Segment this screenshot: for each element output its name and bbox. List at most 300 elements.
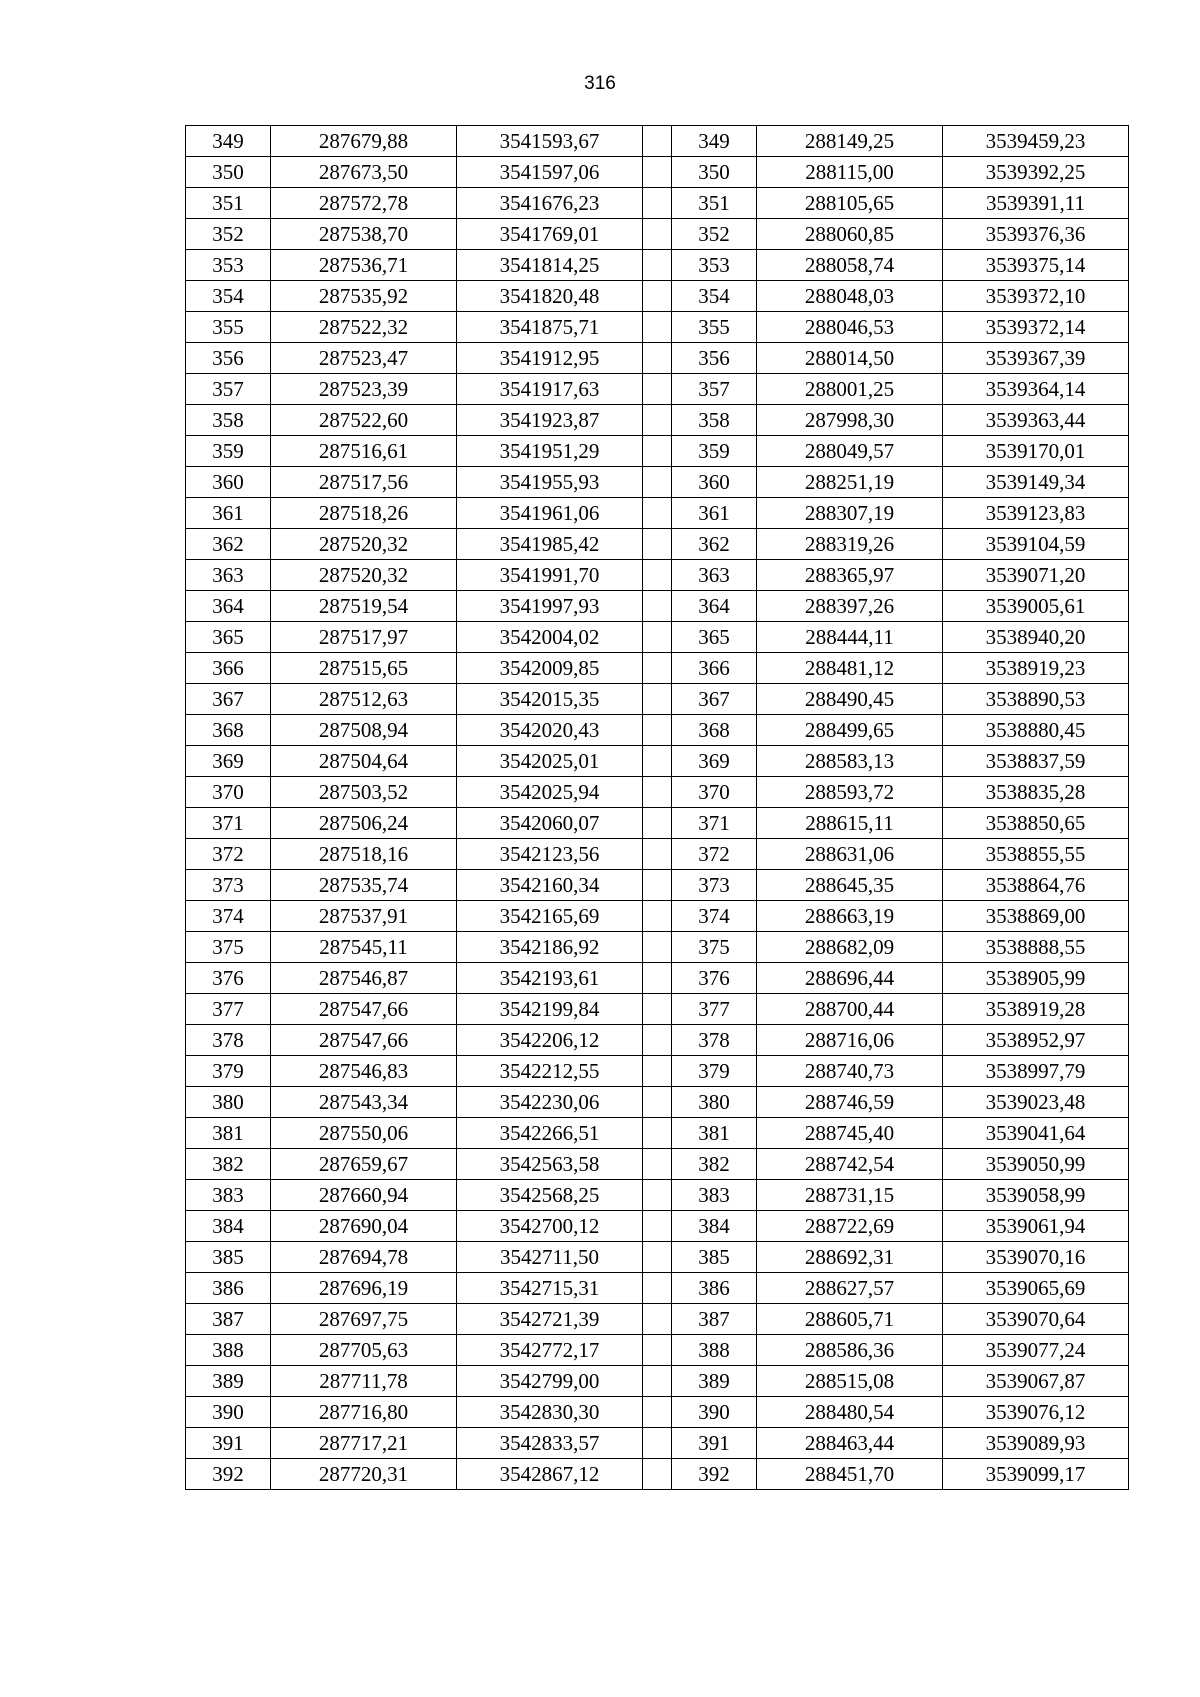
right-x-coordinate-cell: 288696,44 xyxy=(757,963,943,994)
left-y-coordinate-cell: 3541985,42 xyxy=(457,529,643,560)
right-x-coordinate-cell: 288149,25 xyxy=(757,126,943,157)
table-row xyxy=(186,157,1129,188)
left-y-coordinate-cell: 3541769,01 xyxy=(457,219,643,250)
right-point-number-cell: 390 xyxy=(672,1397,757,1428)
right-point-number-cell: 389 xyxy=(672,1366,757,1397)
left-point-number-cell: 371 xyxy=(186,808,271,839)
table-row xyxy=(186,188,1129,219)
left-point-number-cell: 384 xyxy=(186,1211,271,1242)
left-x-coordinate-cell: 287716,80 xyxy=(271,1397,457,1428)
right-point-number-cell: 350 xyxy=(672,157,757,188)
right-point-number-cell: 360 xyxy=(672,467,757,498)
right-x-coordinate-cell: 288605,71 xyxy=(757,1304,943,1335)
table-row xyxy=(186,1118,1129,1149)
separator-cell xyxy=(643,684,672,715)
left-x-coordinate-cell: 287545,11 xyxy=(271,932,457,963)
left-y-coordinate-cell: 3542004,02 xyxy=(457,622,643,653)
right-x-coordinate-cell: 288319,26 xyxy=(757,529,943,560)
separator-cell xyxy=(643,281,672,312)
right-point-number-cell: 352 xyxy=(672,219,757,250)
left-y-coordinate-cell: 3542867,12 xyxy=(457,1459,643,1490)
separator-cell xyxy=(643,1242,672,1273)
table-row xyxy=(186,1056,1129,1087)
table-row xyxy=(186,1273,1129,1304)
left-point-number-cell: 388 xyxy=(186,1335,271,1366)
left-x-coordinate-cell: 287522,32 xyxy=(271,312,457,343)
left-y-coordinate-cell: 3542833,57 xyxy=(457,1428,643,1459)
right-x-coordinate-cell: 288722,69 xyxy=(757,1211,943,1242)
right-point-number-cell: 374 xyxy=(672,901,757,932)
right-x-coordinate-cell: 288490,45 xyxy=(757,684,943,715)
table-row xyxy=(186,1025,1129,1056)
left-x-coordinate-cell: 287520,32 xyxy=(271,560,457,591)
right-point-number-cell: 383 xyxy=(672,1180,757,1211)
left-y-coordinate-cell: 3542799,00 xyxy=(457,1366,643,1397)
right-x-coordinate-cell: 288451,70 xyxy=(757,1459,943,1490)
separator-cell xyxy=(643,1366,672,1397)
left-point-number-cell: 372 xyxy=(186,839,271,870)
left-x-coordinate-cell: 287546,83 xyxy=(271,1056,457,1087)
left-point-number-cell: 380 xyxy=(186,1087,271,1118)
separator-cell xyxy=(643,560,672,591)
table-row xyxy=(186,1180,1129,1211)
left-y-coordinate-cell: 3542563,58 xyxy=(457,1149,643,1180)
left-y-coordinate-cell: 3541997,93 xyxy=(457,591,643,622)
left-x-coordinate-cell: 287518,16 xyxy=(271,839,457,870)
left-y-coordinate-cell: 3542715,31 xyxy=(457,1273,643,1304)
right-y-coordinate-cell: 3539065,69 xyxy=(943,1273,1129,1304)
separator-cell xyxy=(643,1211,672,1242)
left-x-coordinate-cell: 287679,88 xyxy=(271,126,457,157)
left-x-coordinate-cell: 287546,87 xyxy=(271,963,457,994)
left-y-coordinate-cell: 3542160,34 xyxy=(457,870,643,901)
right-y-coordinate-cell: 3539170,01 xyxy=(943,436,1129,467)
table-row xyxy=(186,653,1129,684)
separator-cell xyxy=(643,126,672,157)
table-row xyxy=(186,312,1129,343)
left-point-number-cell: 365 xyxy=(186,622,271,653)
left-point-number-cell: 391 xyxy=(186,1428,271,1459)
right-point-number-cell: 391 xyxy=(672,1428,757,1459)
right-x-coordinate-cell: 288060,85 xyxy=(757,219,943,250)
left-y-coordinate-cell: 3542060,07 xyxy=(457,808,643,839)
left-point-number-cell: 353 xyxy=(186,250,271,281)
left-point-number-cell: 349 xyxy=(186,126,271,157)
separator-cell xyxy=(643,188,672,219)
left-x-coordinate-cell: 287515,65 xyxy=(271,653,457,684)
right-point-number-cell: 387 xyxy=(672,1304,757,1335)
left-x-coordinate-cell: 287517,97 xyxy=(271,622,457,653)
right-point-number-cell: 384 xyxy=(672,1211,757,1242)
separator-cell xyxy=(643,591,672,622)
left-x-coordinate-cell: 287537,91 xyxy=(271,901,457,932)
right-x-coordinate-cell: 288586,36 xyxy=(757,1335,943,1366)
left-x-coordinate-cell: 287508,94 xyxy=(271,715,457,746)
right-x-coordinate-cell: 288046,53 xyxy=(757,312,943,343)
right-y-coordinate-cell: 3539070,64 xyxy=(943,1304,1129,1335)
left-x-coordinate-cell: 287550,06 xyxy=(271,1118,457,1149)
coordinates-table xyxy=(185,125,1129,1490)
table-row xyxy=(186,870,1129,901)
left-point-number-cell: 392 xyxy=(186,1459,271,1490)
table-row xyxy=(186,591,1129,622)
left-point-number-cell: 389 xyxy=(186,1366,271,1397)
right-x-coordinate-cell: 288631,06 xyxy=(757,839,943,870)
right-y-coordinate-cell: 3539372,14 xyxy=(943,312,1129,343)
left-x-coordinate-cell: 287717,21 xyxy=(271,1428,457,1459)
left-y-coordinate-cell: 3542830,30 xyxy=(457,1397,643,1428)
separator-cell xyxy=(643,622,672,653)
left-point-number-cell: 350 xyxy=(186,157,271,188)
table-row xyxy=(186,1366,1129,1397)
right-x-coordinate-cell: 288716,06 xyxy=(757,1025,943,1056)
right-y-coordinate-cell: 3538835,28 xyxy=(943,777,1129,808)
left-x-coordinate-cell: 287523,39 xyxy=(271,374,457,405)
left-point-number-cell: 376 xyxy=(186,963,271,994)
right-y-coordinate-cell: 3539459,23 xyxy=(943,126,1129,157)
left-x-coordinate-cell: 287522,60 xyxy=(271,405,457,436)
table-row xyxy=(186,1428,1129,1459)
left-x-coordinate-cell: 287523,47 xyxy=(271,343,457,374)
right-y-coordinate-cell: 3539050,99 xyxy=(943,1149,1129,1180)
right-point-number-cell: 369 xyxy=(672,746,757,777)
left-y-coordinate-cell: 3542025,94 xyxy=(457,777,643,808)
separator-cell xyxy=(643,529,672,560)
separator-cell xyxy=(643,870,672,901)
left-point-number-cell: 351 xyxy=(186,188,271,219)
left-y-coordinate-cell: 3541991,70 xyxy=(457,560,643,591)
left-y-coordinate-cell: 3542025,01 xyxy=(457,746,643,777)
table-row xyxy=(186,932,1129,963)
right-x-coordinate-cell: 288444,11 xyxy=(757,622,943,653)
right-y-coordinate-cell: 3539372,10 xyxy=(943,281,1129,312)
right-x-coordinate-cell: 288746,59 xyxy=(757,1087,943,1118)
right-y-coordinate-cell: 3538880,45 xyxy=(943,715,1129,746)
right-point-number-cell: 375 xyxy=(672,932,757,963)
separator-cell xyxy=(643,436,672,467)
left-y-coordinate-cell: 3542165,69 xyxy=(457,901,643,932)
separator-cell xyxy=(643,1118,672,1149)
right-point-number-cell: 376 xyxy=(672,963,757,994)
table-row xyxy=(186,374,1129,405)
right-point-number-cell: 373 xyxy=(672,870,757,901)
table-row xyxy=(186,1242,1129,1273)
right-x-coordinate-cell: 287998,30 xyxy=(757,405,943,436)
separator-cell xyxy=(643,1273,672,1304)
left-y-coordinate-cell: 3542266,51 xyxy=(457,1118,643,1149)
right-y-coordinate-cell: 3539067,87 xyxy=(943,1366,1129,1397)
right-point-number-cell: 370 xyxy=(672,777,757,808)
left-point-number-cell: 374 xyxy=(186,901,271,932)
left-x-coordinate-cell: 287506,24 xyxy=(271,808,457,839)
left-point-number-cell: 367 xyxy=(186,684,271,715)
left-x-coordinate-cell: 287512,63 xyxy=(271,684,457,715)
right-point-number-cell: 379 xyxy=(672,1056,757,1087)
left-x-coordinate-cell: 287518,26 xyxy=(271,498,457,529)
left-point-number-cell: 352 xyxy=(186,219,271,250)
left-x-coordinate-cell: 287690,04 xyxy=(271,1211,457,1242)
right-x-coordinate-cell: 288700,44 xyxy=(757,994,943,1025)
right-x-coordinate-cell: 288251,19 xyxy=(757,467,943,498)
table-row xyxy=(186,498,1129,529)
right-x-coordinate-cell: 288307,19 xyxy=(757,498,943,529)
right-y-coordinate-cell: 3539391,11 xyxy=(943,188,1129,219)
right-x-coordinate-cell: 288397,26 xyxy=(757,591,943,622)
left-y-coordinate-cell: 3541875,71 xyxy=(457,312,643,343)
left-x-coordinate-cell: 287659,67 xyxy=(271,1149,457,1180)
right-y-coordinate-cell: 3539392,25 xyxy=(943,157,1129,188)
right-y-coordinate-cell: 3538890,53 xyxy=(943,684,1129,715)
right-y-coordinate-cell: 3539367,39 xyxy=(943,343,1129,374)
table-row xyxy=(186,1087,1129,1118)
separator-cell xyxy=(643,963,672,994)
left-x-coordinate-cell: 287535,92 xyxy=(271,281,457,312)
right-y-coordinate-cell: 3538919,28 xyxy=(943,994,1129,1025)
separator-cell xyxy=(643,808,672,839)
right-point-number-cell: 362 xyxy=(672,529,757,560)
separator-cell xyxy=(643,1149,672,1180)
right-y-coordinate-cell: 3539104,59 xyxy=(943,529,1129,560)
right-point-number-cell: 351 xyxy=(672,188,757,219)
left-y-coordinate-cell: 3542020,43 xyxy=(457,715,643,746)
right-y-coordinate-cell: 3539364,14 xyxy=(943,374,1129,405)
table-row xyxy=(186,1149,1129,1180)
right-y-coordinate-cell: 3538837,59 xyxy=(943,746,1129,777)
separator-cell xyxy=(643,839,672,870)
right-y-coordinate-cell: 3539070,16 xyxy=(943,1242,1129,1273)
left-x-coordinate-cell: 287519,54 xyxy=(271,591,457,622)
right-point-number-cell: 378 xyxy=(672,1025,757,1056)
right-y-coordinate-cell: 3538855,55 xyxy=(943,839,1129,870)
left-y-coordinate-cell: 3542230,06 xyxy=(457,1087,643,1118)
left-y-coordinate-cell: 3542199,84 xyxy=(457,994,643,1025)
left-y-coordinate-cell: 3541923,87 xyxy=(457,405,643,436)
right-point-number-cell: 385 xyxy=(672,1242,757,1273)
right-point-number-cell: 381 xyxy=(672,1118,757,1149)
left-y-coordinate-cell: 3542568,25 xyxy=(457,1180,643,1211)
left-x-coordinate-cell: 287547,66 xyxy=(271,1025,457,1056)
left-x-coordinate-cell: 287520,32 xyxy=(271,529,457,560)
table-row xyxy=(186,839,1129,870)
separator-cell xyxy=(643,1087,672,1118)
left-y-coordinate-cell: 3541951,29 xyxy=(457,436,643,467)
separator-cell xyxy=(643,715,672,746)
right-x-coordinate-cell: 288583,13 xyxy=(757,746,943,777)
right-y-coordinate-cell: 3538905,99 xyxy=(943,963,1129,994)
separator-cell xyxy=(643,157,672,188)
right-point-number-cell: 368 xyxy=(672,715,757,746)
left-y-coordinate-cell: 3541912,95 xyxy=(457,343,643,374)
left-point-number-cell: 370 xyxy=(186,777,271,808)
right-y-coordinate-cell: 3539149,34 xyxy=(943,467,1129,498)
right-x-coordinate-cell: 288740,73 xyxy=(757,1056,943,1087)
right-y-coordinate-cell: 3538919,23 xyxy=(943,653,1129,684)
separator-cell xyxy=(643,994,672,1025)
left-x-coordinate-cell: 287535,74 xyxy=(271,870,457,901)
right-y-coordinate-cell: 3538864,76 xyxy=(943,870,1129,901)
left-y-coordinate-cell: 3541820,48 xyxy=(457,281,643,312)
left-y-coordinate-cell: 3542206,12 xyxy=(457,1025,643,1056)
left-point-number-cell: 354 xyxy=(186,281,271,312)
right-point-number-cell: 358 xyxy=(672,405,757,436)
right-x-coordinate-cell: 288499,65 xyxy=(757,715,943,746)
separator-cell xyxy=(643,653,672,684)
right-x-coordinate-cell: 288105,65 xyxy=(757,188,943,219)
table-row xyxy=(186,1211,1129,1242)
separator-cell xyxy=(643,901,672,932)
separator-cell xyxy=(643,219,672,250)
right-y-coordinate-cell: 3539089,93 xyxy=(943,1428,1129,1459)
left-point-number-cell: 375 xyxy=(186,932,271,963)
left-point-number-cell: 359 xyxy=(186,436,271,467)
left-point-number-cell: 368 xyxy=(186,715,271,746)
table-row xyxy=(186,467,1129,498)
left-point-number-cell: 366 xyxy=(186,653,271,684)
right-y-coordinate-cell: 3539005,61 xyxy=(943,591,1129,622)
left-y-coordinate-cell: 3542193,61 xyxy=(457,963,643,994)
left-y-coordinate-cell: 3542721,39 xyxy=(457,1304,643,1335)
table-row xyxy=(186,1304,1129,1335)
left-point-number-cell: 360 xyxy=(186,467,271,498)
right-x-coordinate-cell: 288480,54 xyxy=(757,1397,943,1428)
right-x-coordinate-cell: 288463,44 xyxy=(757,1428,943,1459)
separator-cell xyxy=(643,1056,672,1087)
separator-cell xyxy=(643,1459,672,1490)
left-x-coordinate-cell: 287660,94 xyxy=(271,1180,457,1211)
separator-cell xyxy=(643,467,672,498)
left-y-coordinate-cell: 3542186,92 xyxy=(457,932,643,963)
right-x-coordinate-cell: 288048,03 xyxy=(757,281,943,312)
left-x-coordinate-cell: 287697,75 xyxy=(271,1304,457,1335)
right-y-coordinate-cell: 3539099,17 xyxy=(943,1459,1129,1490)
right-x-coordinate-cell: 288615,11 xyxy=(757,808,943,839)
left-point-number-cell: 386 xyxy=(186,1273,271,1304)
right-x-coordinate-cell: 288742,54 xyxy=(757,1149,943,1180)
left-point-number-cell: 356 xyxy=(186,343,271,374)
left-y-coordinate-cell: 3542009,85 xyxy=(457,653,643,684)
separator-cell xyxy=(643,343,672,374)
right-y-coordinate-cell: 3539071,20 xyxy=(943,560,1129,591)
right-y-coordinate-cell: 3539023,48 xyxy=(943,1087,1129,1118)
table-row xyxy=(186,777,1129,808)
left-y-coordinate-cell: 3541597,06 xyxy=(457,157,643,188)
right-point-number-cell: 365 xyxy=(672,622,757,653)
right-y-coordinate-cell: 3539376,36 xyxy=(943,219,1129,250)
left-point-number-cell: 362 xyxy=(186,529,271,560)
right-y-coordinate-cell: 3538850,65 xyxy=(943,808,1129,839)
table-row xyxy=(186,126,1129,157)
right-y-coordinate-cell: 3539375,14 xyxy=(943,250,1129,281)
right-x-coordinate-cell: 288692,31 xyxy=(757,1242,943,1273)
right-point-number-cell: 364 xyxy=(672,591,757,622)
right-x-coordinate-cell: 288001,25 xyxy=(757,374,943,405)
right-y-coordinate-cell: 3539041,64 xyxy=(943,1118,1129,1149)
right-x-coordinate-cell: 288627,57 xyxy=(757,1273,943,1304)
left-y-coordinate-cell: 3542015,35 xyxy=(457,684,643,715)
right-y-coordinate-cell: 3538869,00 xyxy=(943,901,1129,932)
left-point-number-cell: 385 xyxy=(186,1242,271,1273)
left-x-coordinate-cell: 287536,71 xyxy=(271,250,457,281)
left-x-coordinate-cell: 287538,70 xyxy=(271,219,457,250)
separator-cell xyxy=(643,1335,672,1366)
table-row xyxy=(186,281,1129,312)
right-y-coordinate-cell: 3539123,83 xyxy=(943,498,1129,529)
right-y-coordinate-cell: 3538997,79 xyxy=(943,1056,1129,1087)
separator-cell xyxy=(643,1304,672,1335)
left-y-coordinate-cell: 3541676,23 xyxy=(457,188,643,219)
left-y-coordinate-cell: 3541593,67 xyxy=(457,126,643,157)
left-point-number-cell: 377 xyxy=(186,994,271,1025)
coordinates-table-body xyxy=(186,126,1129,1490)
table-row xyxy=(186,219,1129,250)
separator-cell xyxy=(643,250,672,281)
left-x-coordinate-cell: 287503,52 xyxy=(271,777,457,808)
left-x-coordinate-cell: 287504,64 xyxy=(271,746,457,777)
right-y-coordinate-cell: 3538952,97 xyxy=(943,1025,1129,1056)
right-x-coordinate-cell: 288645,35 xyxy=(757,870,943,901)
table-row xyxy=(186,715,1129,746)
right-point-number-cell: 377 xyxy=(672,994,757,1025)
table-row xyxy=(186,963,1129,994)
left-y-coordinate-cell: 3541814,25 xyxy=(457,250,643,281)
right-point-number-cell: 356 xyxy=(672,343,757,374)
right-x-coordinate-cell: 288481,12 xyxy=(757,653,943,684)
table-row xyxy=(186,343,1129,374)
left-point-number-cell: 387 xyxy=(186,1304,271,1335)
left-point-number-cell: 363 xyxy=(186,560,271,591)
left-point-number-cell: 357 xyxy=(186,374,271,405)
table-row xyxy=(186,901,1129,932)
table-row xyxy=(186,994,1129,1025)
right-x-coordinate-cell: 288058,74 xyxy=(757,250,943,281)
right-point-number-cell: 353 xyxy=(672,250,757,281)
right-y-coordinate-cell: 3539363,44 xyxy=(943,405,1129,436)
left-point-number-cell: 373 xyxy=(186,870,271,901)
right-point-number-cell: 372 xyxy=(672,839,757,870)
separator-cell xyxy=(643,498,672,529)
left-point-number-cell: 361 xyxy=(186,498,271,529)
right-x-coordinate-cell: 288593,72 xyxy=(757,777,943,808)
table-row xyxy=(186,808,1129,839)
right-y-coordinate-cell: 3539061,94 xyxy=(943,1211,1129,1242)
right-point-number-cell: 382 xyxy=(672,1149,757,1180)
right-point-number-cell: 363 xyxy=(672,560,757,591)
table-row xyxy=(186,1459,1129,1490)
left-x-coordinate-cell: 287572,78 xyxy=(271,188,457,219)
right-point-number-cell: 359 xyxy=(672,436,757,467)
right-point-number-cell: 367 xyxy=(672,684,757,715)
table-row xyxy=(186,1335,1129,1366)
left-point-number-cell: 358 xyxy=(186,405,271,436)
table-row xyxy=(186,1397,1129,1428)
left-y-coordinate-cell: 3541955,93 xyxy=(457,467,643,498)
right-x-coordinate-cell: 288682,09 xyxy=(757,932,943,963)
left-x-coordinate-cell: 287543,34 xyxy=(271,1087,457,1118)
table-row xyxy=(186,560,1129,591)
separator-cell xyxy=(643,1180,672,1211)
left-x-coordinate-cell: 287720,31 xyxy=(271,1459,457,1490)
right-x-coordinate-cell: 288014,50 xyxy=(757,343,943,374)
left-x-coordinate-cell: 287517,56 xyxy=(271,467,457,498)
left-x-coordinate-cell: 287694,78 xyxy=(271,1242,457,1273)
right-x-coordinate-cell: 288365,97 xyxy=(757,560,943,591)
left-point-number-cell: 390 xyxy=(186,1397,271,1428)
table-row xyxy=(186,405,1129,436)
left-x-coordinate-cell: 287547,66 xyxy=(271,994,457,1025)
right-y-coordinate-cell: 3538888,55 xyxy=(943,932,1129,963)
separator-cell xyxy=(643,932,672,963)
right-x-coordinate-cell: 288115,00 xyxy=(757,157,943,188)
